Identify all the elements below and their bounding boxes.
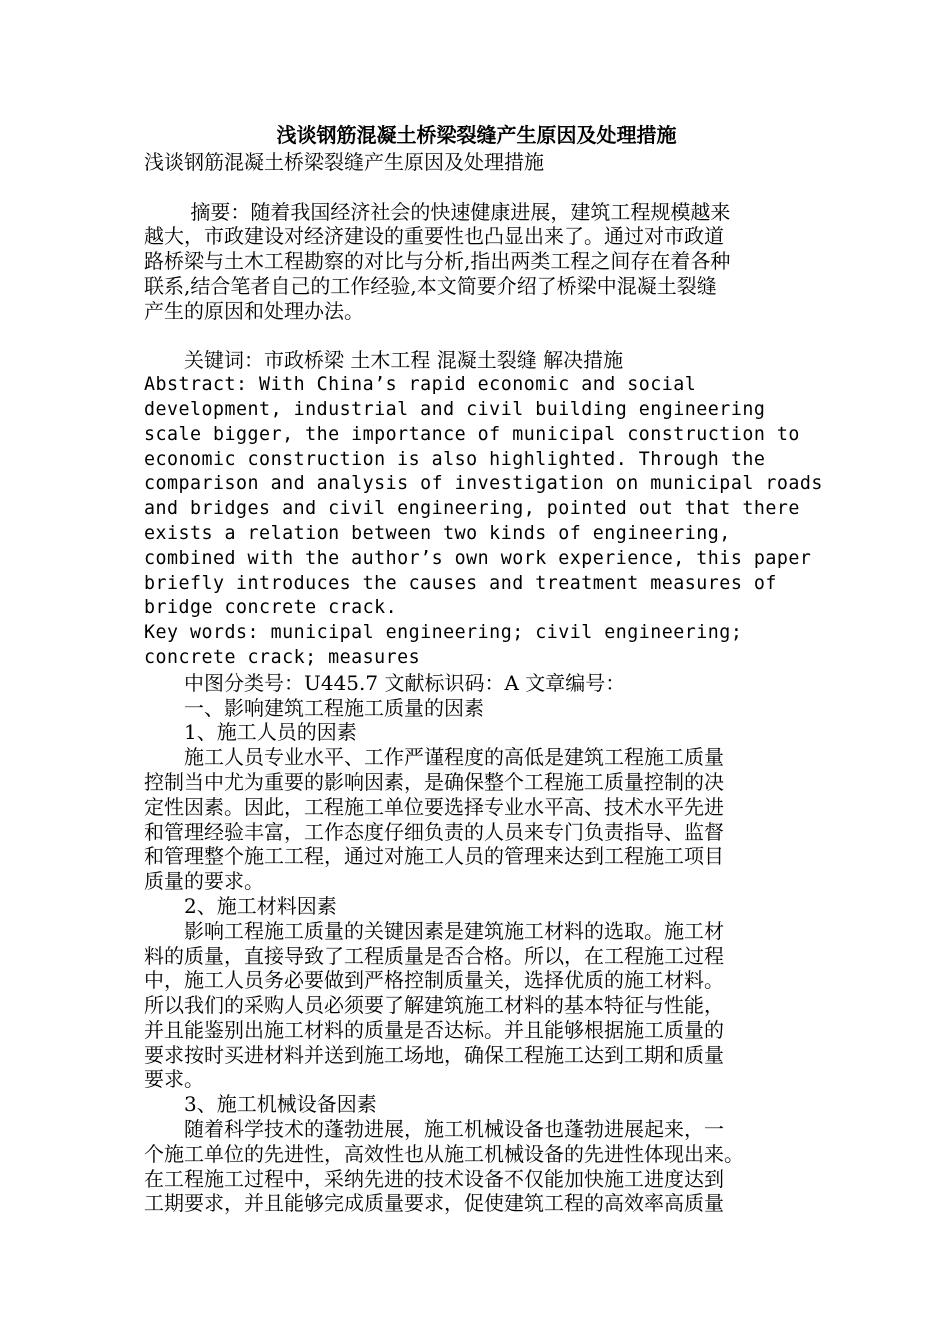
text-line: 个施工单位的先进性，高效性也从施工机械设备的先进性体现出来。 (144, 1141, 744, 1166)
text-line: 施工人员专业水平、工作严谨程度的高低是建筑工程施工质量 (144, 745, 724, 770)
text-line: 中，施工人员务必要做到严格控制质量关，选择优质的施工材料。 (144, 968, 724, 993)
abstract-text-line: bridge concrete crack. (144, 597, 398, 619)
abstract-text-line: Abstract: With China’s rapid economic and social (144, 374, 697, 396)
abstract-text-line: scale bigger, the importance of municipal construction to (144, 423, 800, 445)
text-line: 1、施工人员的因素 (144, 720, 357, 745)
text-line: 定性因素。因此，工程施工单位要选择专业水平高、技术水平先进 (144, 794, 724, 819)
blank-line (144, 324, 809, 349)
document-page (144, 120, 823, 1216)
text-line: 料的质量，直接导致了工程质量是否合格。所以，在工程施工过程 (144, 943, 724, 968)
text-line: 并且能鉴别出施工材料的质量是否达标。并且能够根据施工质量的 (144, 1017, 724, 1042)
text-line: 工期要求，并且能够完成质量要求，促使建筑工程的高效率高质量 (144, 1191, 724, 1216)
abstract-text-line: briefly introduces the causes and treatment measures of (144, 572, 777, 594)
text-line: 和管理整个施工工程，通过对施工人员的管理来达到工程施工项目 (144, 844, 724, 869)
text-line: 联系,结合笔者自己的工作经验,本文简要介绍了桥梁中混凝土裂缝 (144, 273, 717, 298)
text-line: 要求。 (144, 1067, 204, 1092)
text-line: 摘要：随着我国经济社会的快速健康进展，建筑工程规模越来 (144, 199, 731, 224)
text-line: 和管理经验丰富，工作态度仔细负责的人员来专门负责指导、监督 (144, 819, 724, 844)
document-body (144, 150, 823, 1216)
text-line: 2、施工材料因素 (144, 893, 337, 918)
text-line: 在工程施工过程中，采纳先进的技术设备不仅能加快施工进度达到 (144, 1166, 724, 1191)
abstract-text-line: concrete crack; measures (144, 646, 421, 668)
text-line: 3、施工机械设备因素 (144, 1092, 377, 1117)
text-line: 产生的原因和处理办法。 (144, 298, 364, 323)
abstract-text-line: combined with the author’s own work experience, this paper (144, 547, 812, 569)
blank-line (144, 175, 809, 200)
document-title: 浅谈钢筋混凝土桥梁裂缝产生原因及处理措施 (276, 123, 677, 147)
text-line: 影响工程施工质量的关键因素是建筑施工材料的选取。施工材 (144, 918, 724, 943)
abstract-text-line: economic construction is also highlighted. Through the (144, 448, 766, 470)
text-line: 控制当中尤为重要的影响因素，是确保整个工程施工质量控制的决 (144, 769, 724, 794)
abstract-text-line: Key words: municipal engineering; civil engineering; (144, 622, 743, 644)
text-line: 质量的要求。 (144, 869, 264, 894)
text-line: 要求按时买进材料并送到施工场地，确保工程施工达到工期和质量 (144, 1042, 724, 1067)
text-line: 随着科学技术的蓬勃进展，施工机械设备也蓬勃进展起来，一 (144, 1117, 724, 1142)
text-line: 所以我们的采购人员必须要了解建筑施工材料的基本特征与性能， (144, 993, 724, 1018)
abstract-text-line: and bridges and civil engineering, pointed out that there (144, 498, 800, 520)
abstract-text-line: comparison and analysis of investigation on municipal roads (144, 473, 823, 495)
text-line: 浅谈钢筋混凝土桥梁裂缝产生原因及处理措施 (144, 150, 544, 174)
text-line: 越大，市政建设对经济建设的重要性也凸显出来了。通过对市政道 (144, 224, 724, 249)
abstract-text-line: development, industrial and civil building engineering (144, 398, 766, 420)
abstract-text-line: exists a relation between two kinds of engineering, (144, 522, 731, 544)
text-line: 中图分类号：U445.7 文献标识码：A 文章编号： (144, 670, 626, 695)
text-line: 路桥梁与土木工程勘察的对比与分析,指出两类工程之间存在着各种 (144, 249, 731, 274)
text-line: 一、影响建筑工程施工质量的因素 (144, 695, 484, 720)
text-line: 关键词：市政桥梁 土木工程 混凝土裂缝 解决措施 (144, 348, 624, 373)
